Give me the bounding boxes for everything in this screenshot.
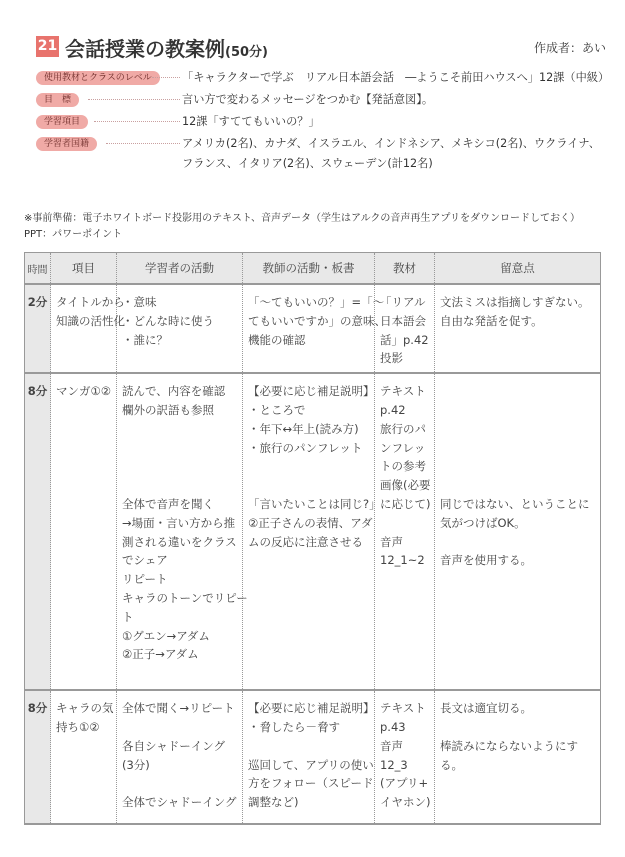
cell-gap [122, 774, 237, 793]
cell-gap [440, 420, 595, 439]
cell-line: 「言いたいことは同じ?」 [248, 496, 381, 511]
item-cell [51, 690, 117, 824]
cell-gap [440, 457, 595, 476]
lesson-plan-table [24, 252, 601, 825]
cell-gap [122, 439, 237, 458]
cell-line: てもいいですか」の意味、 [248, 313, 386, 328]
cell-line: 全体で聞く→リピート [122, 701, 235, 716]
page-title [65, 33, 268, 62]
cell-line: イヤホン) [380, 795, 431, 810]
cell-line: p.43 [380, 719, 406, 734]
cell-line: キャラの気 [56, 701, 114, 716]
cell-line: マンガ①② [56, 384, 112, 399]
table-row [25, 284, 601, 373]
column-header: 項目 [51, 253, 117, 285]
cell-line: タイトルから [56, 295, 125, 309]
meta-row-item [36, 114, 606, 136]
column-header: 留意点 [435, 253, 601, 285]
cell-line: 調整など) [248, 795, 299, 810]
cell-line: 棒読みにならないようにす [440, 738, 578, 753]
meta-value [182, 136, 606, 171]
lesson-number-badge: 21 [36, 36, 59, 57]
cell-line: る。 [440, 757, 463, 772]
cell-line: 各自シャドーイング [122, 738, 226, 753]
teacher-cell [243, 373, 381, 690]
meta-value: 「キャラクターで学ぶ リアル日本語会話 ―ようこそ前田ハウスへ」12課（中級） [182, 71, 610, 84]
author: 作成者：あい [533, 41, 606, 55]
time-cell: 8分 [25, 373, 51, 690]
notes-cell [435, 373, 601, 690]
cell-gap [248, 457, 369, 476]
cell-gap [440, 382, 595, 401]
table-row [25, 690, 601, 824]
lesson-meta [36, 70, 610, 178]
cell-gap [122, 457, 237, 476]
cell-line: 音声を使用する。 [440, 553, 532, 568]
meta-value-line2: フランス、イタリア(2名)、スウェーデン(計12名) [182, 157, 433, 170]
title-duration: (50分) [225, 45, 268, 60]
cell-line: 画像(必要 [380, 478, 431, 493]
column-header: 教師の活動・板書 [243, 253, 375, 285]
cell-line: トの参考 [380, 459, 426, 474]
time-cell: 2分 [25, 284, 51, 373]
time-cell: 8分 [25, 690, 51, 824]
item-cell [51, 373, 117, 690]
cell-line: ・意味 [122, 295, 157, 309]
teacher-cell [243, 690, 375, 824]
column-header: 学習者の活動 [117, 253, 243, 285]
cell-line: 音声 [380, 534, 403, 549]
cell-line: 日本語会 [380, 313, 426, 328]
cell-line: ンフレッ [380, 440, 426, 455]
cell-gap [440, 476, 595, 495]
cell-line: 知識の活性化 [56, 313, 125, 328]
cell-line: 方をフォロー（スピード [248, 776, 374, 791]
cell-line: 測される違いをクラス [122, 534, 237, 549]
dot-leader [94, 121, 180, 122]
cell-line: (アプリ+ [380, 776, 429, 791]
cell-line: ・年下↔年上(読み方) [248, 421, 359, 436]
meta-row-goal [36, 92, 606, 114]
cell-line: (3分) [122, 757, 150, 772]
cell-line: ・脅したら－脅す [248, 719, 340, 734]
cell-line: ト [122, 609, 134, 624]
preparation-note [24, 211, 580, 243]
cell-gap [248, 737, 369, 756]
cell-line: 話」p.42 [380, 332, 429, 347]
cell-gap [440, 401, 595, 420]
cell-line: ・誰に？ [122, 332, 168, 347]
column-header: 教材 [375, 253, 435, 285]
note-line: PPT：パワーポイント [24, 229, 123, 240]
title-text: 会話授業の教案例 [65, 37, 225, 61]
meta-value: 言い方で変わるメッセージをつかむ【発話意図】。 [182, 93, 434, 106]
meta-label: 目 標 [36, 93, 79, 107]
cell-line: ・どんな時に使う [122, 313, 214, 328]
cell-line: ②正子さんの表情、アダ [248, 515, 373, 530]
column-header: 時間 [25, 253, 51, 285]
notes-cell [435, 284, 601, 373]
teacher-cell [243, 284, 386, 373]
cell-line: キャラのトーンでリピー [122, 590, 248, 605]
note-line: ※事前準備：電子ホワイトボード投影用のテキスト、音声データ（学生はアルクの音声再生アプリをダウンロードしておく） [24, 213, 580, 224]
cell-line: 同じではない、ということに [440, 496, 590, 511]
cell-line: 機能の確認 [248, 332, 306, 347]
cell-line: 【必要に応じ補足説明】 [248, 701, 375, 716]
cell-line: 自由な発話を促す。 [440, 313, 543, 328]
cell-line: 【必要に応じ補足説明】 [248, 384, 375, 399]
cell-line: 巡回して、アプリの使い [248, 757, 374, 772]
cell-line: 欄外の訳語も参照 [122, 402, 214, 417]
meta-label: 学習者国籍 [36, 137, 97, 151]
cell-line: 「～てもいいの？」=「～ [248, 295, 385, 309]
cell-line: →場面・言い方から推 [122, 515, 236, 530]
cell-line: ムの反応に注意させる [248, 534, 363, 549]
material-cell [375, 373, 435, 690]
cell-line: テキスト [380, 701, 426, 716]
meta-label: 使用教材とクラスのレベル [36, 71, 160, 85]
cell-gap [440, 439, 595, 458]
cell-gap [122, 718, 237, 737]
learner-cell [117, 373, 248, 690]
cell-line: ・旅行のパンフレット [248, 440, 363, 455]
cell-line: ②正子→アダム [122, 647, 199, 662]
dot-leader [88, 99, 180, 100]
dot-leader [152, 77, 180, 78]
page-header [36, 34, 606, 62]
cell-line: 全体でシャドーイング [122, 795, 237, 810]
cell-line: 旅行のパ [380, 421, 426, 436]
material-cell [375, 284, 435, 373]
meta-value: 12課「すててもいいの？」 [182, 115, 320, 128]
notes-cell [435, 690, 601, 824]
cell-gap [440, 718, 595, 737]
cell-line: 投影 [380, 351, 403, 366]
cell-line: 文法ミスは指摘しすぎない。 [440, 295, 590, 309]
cell-line: に応じて) [380, 496, 431, 511]
dot-leader [106, 143, 180, 144]
learner-cell [117, 284, 243, 373]
material-cell [375, 690, 435, 824]
meta-row-material [36, 70, 610, 92]
cell-line: 音声 [380, 738, 403, 753]
cell-line: ・ところで [248, 402, 306, 417]
table-header-row [25, 253, 601, 285]
item-cell [51, 284, 125, 373]
cell-line: 12_3 [380, 757, 408, 772]
cell-line: 12_1~2 [380, 553, 425, 568]
meta-value-line1: アメリカ(2名)、カナダ、イスラエル、インドネシア、メキシコ(2名)、ウクライナ、 [182, 137, 600, 150]
cell-gap [122, 476, 237, 495]
cell-line: p.42 [380, 402, 406, 417]
cell-gap [122, 420, 237, 439]
cell-line: 読んで、内容を確認 [122, 384, 226, 399]
table-body [25, 284, 601, 824]
table-row [25, 373, 601, 690]
cell-line: リピート [122, 572, 168, 587]
cell-line: 「リアル [380, 295, 426, 309]
meta-row-nationality [36, 136, 606, 178]
cell-gap [248, 476, 369, 495]
cell-line: 気がつけばOK。 [440, 515, 526, 530]
meta-label: 学習項目 [36, 115, 88, 129]
cell-gap [440, 533, 595, 552]
cell-line: 持ち①② [56, 719, 100, 734]
cell-line: 全体で音声を聞く [122, 496, 214, 511]
cell-gap [380, 514, 429, 533]
learner-cell [117, 690, 243, 824]
cell-line: テキスト [380, 384, 426, 399]
cell-line: でシェア [122, 553, 168, 568]
cell-line: 長文は適宜切る。 [440, 701, 532, 716]
cell-line: ①グエン→アダム [122, 628, 210, 643]
